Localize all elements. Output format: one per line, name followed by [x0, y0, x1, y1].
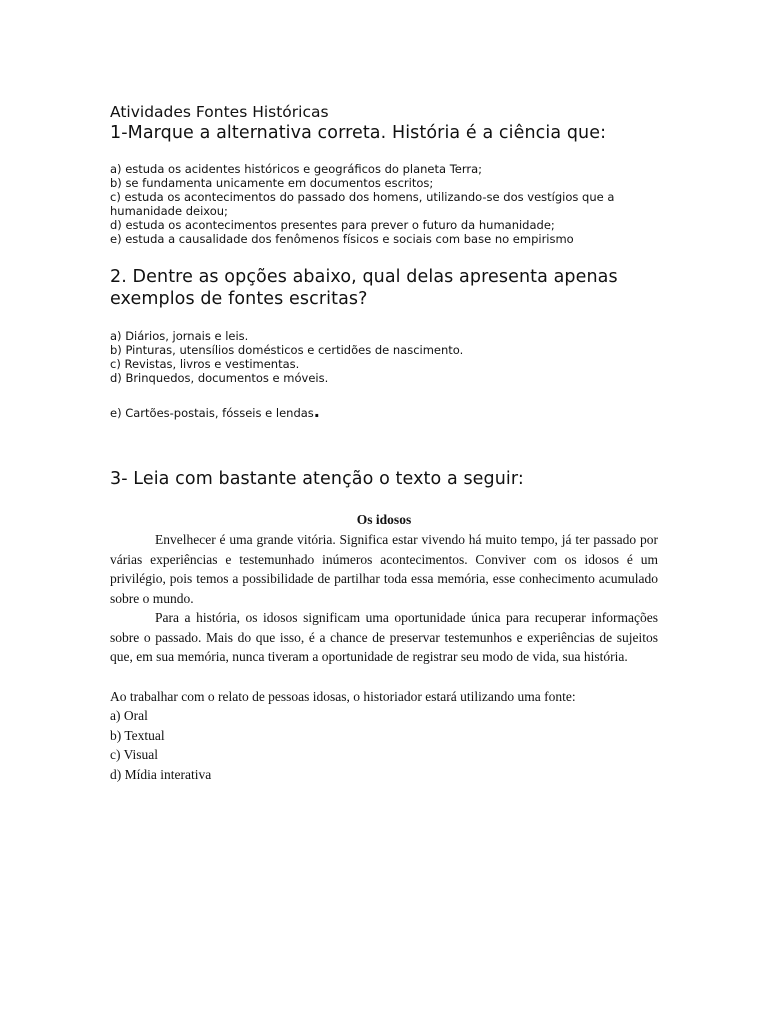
question-3-options [110, 706, 658, 785]
question-1-options [110, 162, 658, 246]
question-3-heading: 3- Leia com bastante atenção o texto a seguir: [110, 469, 524, 489]
reading-paragraph-2: Para a história, os idosos significam uma oportunidade única para recuperar informações sobre o passado. Mais do que isso, é a chance de preservar testemunhos e experiências de sujeitos que, em sua memória, nunca tiveram a oportunidade de registrar seu modo de vida, sua história. [110, 610, 658, 664]
question-2-heading: 2. Dentre as opções abaixo, qual delas apresenta apenas exemplos de fontes escritas? [110, 267, 618, 309]
reading-text [110, 510, 658, 667]
question-2-option-e-text: e) Cartões-postais, fósseis e lendas [110, 406, 314, 420]
reading-paragraph-1: Envelhecer é uma grande vitória. Significa estar vivendo há muito tempo, já ter passado por várias experiências e testemunhado inúmeros acontecimentos. Conviver com os idosos é um privilégio, pois temos a possibilidade de partilhar toda essa memória, esse conhecimento acumulado sobre o mundo. [110, 532, 658, 606]
question-1-heading: 1-Marque a alternativa correta. História é a ciência que: [110, 123, 607, 143]
question-2-option-e-period: . [313, 402, 320, 421]
question-2 [110, 266, 658, 420]
question-3-option-a: a) Oral [110, 708, 148, 723]
question-3-prompt: Ao trabalhar com o relato de pessoas idosas, o historiador estará utilizando uma fonte: [110, 688, 576, 704]
question-3-option-c: c) Visual [110, 747, 159, 763]
question-1-option-e: e) estuda a causalidade dos fenômenos físicos e sociais com base no empirismo [110, 232, 574, 246]
question-2-option-b: b) Pinturas, utensílios domésticos e certidões de nascimento. [110, 343, 464, 357]
question-3-option-d: d) Mídia interativa [110, 767, 212, 783]
question-1 [110, 122, 658, 246]
question-1-option-c: c) estuda os acontecimentos do passado dos homens, utilizando-se dos vestígios que a humanidade deixou; [110, 190, 615, 218]
question-2-option-d: d) Brinquedos, documentos e móveis. [110, 371, 329, 385]
question-3-option-b: b) Textual [110, 727, 165, 743]
question-2-options [110, 329, 658, 385]
question-1-option-d: d) estuda os acontecimentos presentes para prever o futuro da humanidade; [110, 218, 555, 232]
question-1-option-a: a) estuda os acidentes históricos e geográficos do planeta Terra; [110, 162, 483, 176]
question-2-option-c: c) Revistas, livros e vestimentas. [110, 357, 300, 371]
document-title: Atividades Fontes Históricas [110, 103, 329, 121]
question-3 [110, 468, 658, 785]
document-page [110, 102, 658, 785]
question-2-option-e [110, 402, 658, 421]
question-1-option-b: b) se fundamenta unicamente em documentos escritos; [110, 176, 434, 190]
reading-text-title: Os idosos [356, 512, 412, 527]
question-2-option-a: a) Diários, jornais e leis. [110, 329, 249, 343]
